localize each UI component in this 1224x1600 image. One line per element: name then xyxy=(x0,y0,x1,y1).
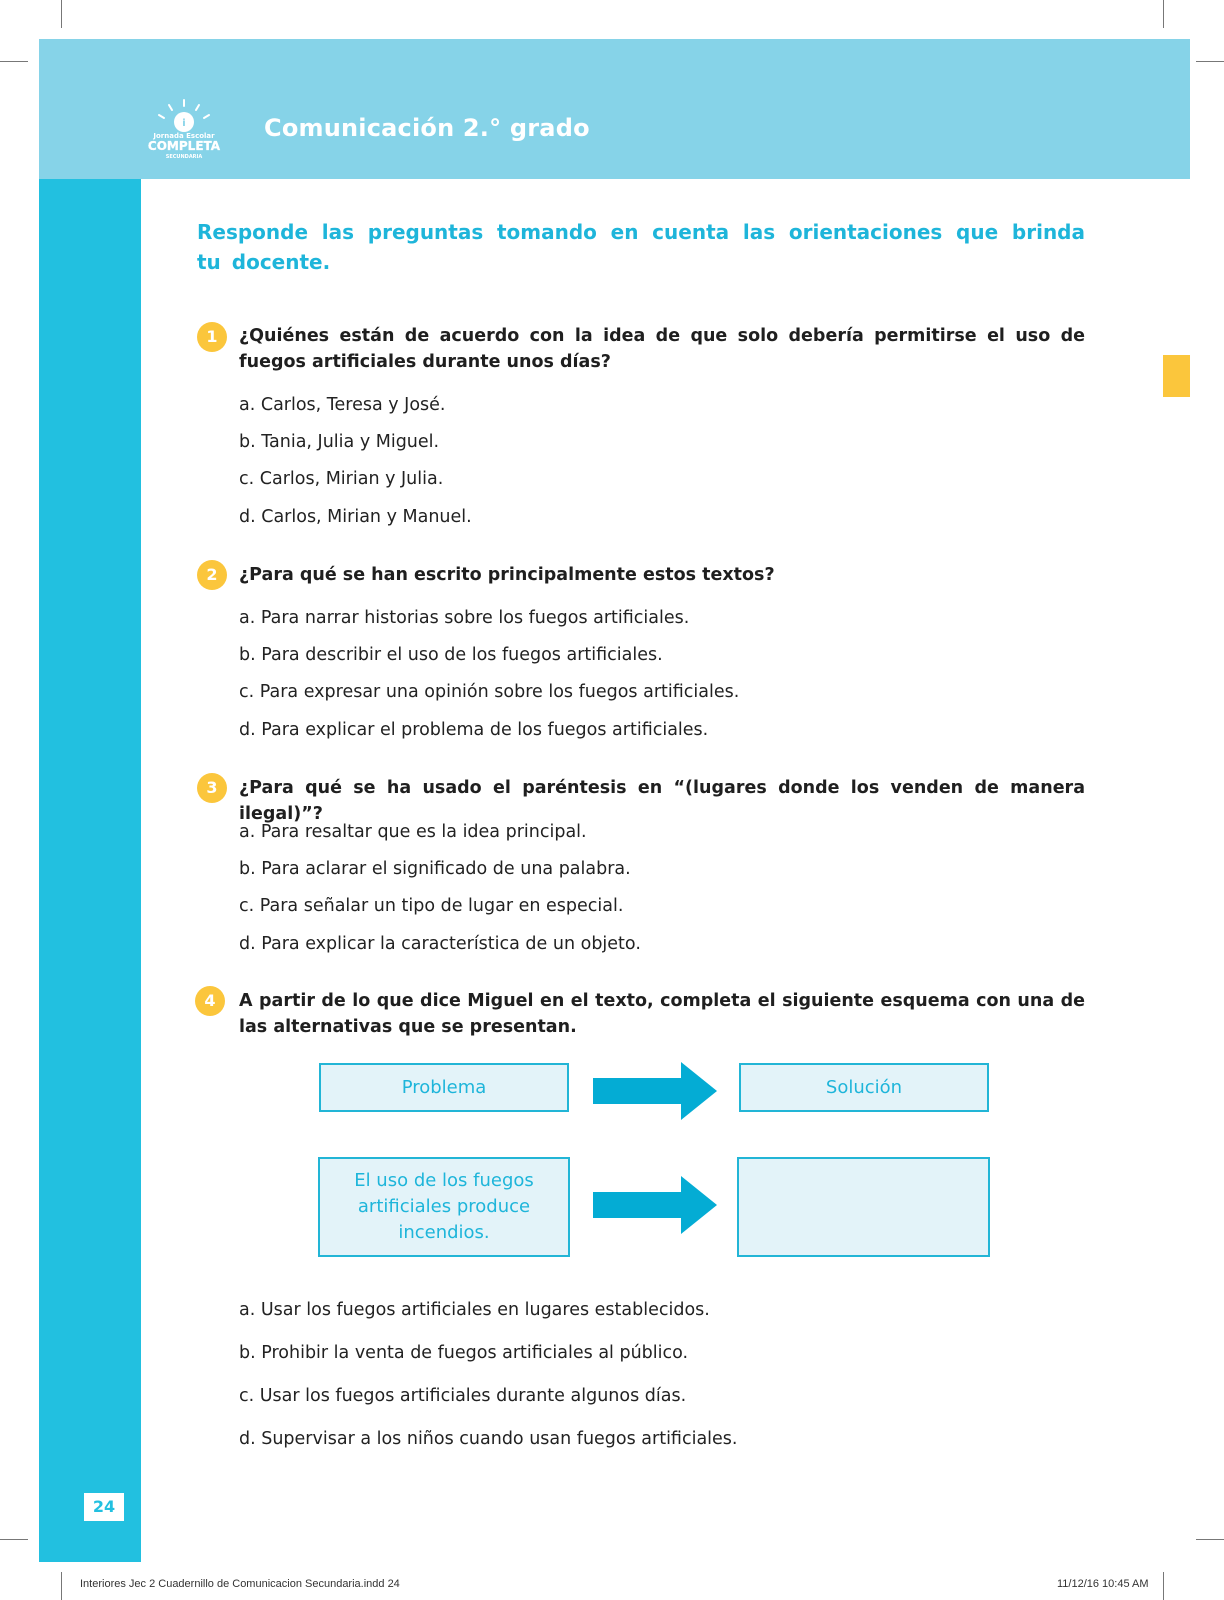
crop-mark xyxy=(1196,61,1224,62)
answer-option: a. Usar los fuegos artificiales en lugares establecidos. xyxy=(239,1300,710,1320)
crop-mark xyxy=(0,61,28,62)
question-number-badge: 2 xyxy=(197,560,227,590)
question-text: ¿Quiénes están de acuerdo con la idea de que solo debería permitirse el uso de fuegos artificiales durante unos días? xyxy=(239,326,1085,372)
crop-mark xyxy=(61,0,62,28)
solution-header-box xyxy=(739,1063,989,1112)
problem-text-line: incendios. xyxy=(398,1222,490,1243)
problem-text-line: El uso de los fuegos xyxy=(354,1170,534,1191)
question-text: ¿Para qué se han escrito principalmente estos textos? xyxy=(239,565,775,585)
svg-text:i: i xyxy=(182,118,186,129)
answer-option: b. Para describir el uso de los fuegos artificiales. xyxy=(239,645,663,665)
logo-text-top: Jornada Escolar xyxy=(153,132,215,140)
arrow-right-icon xyxy=(593,1060,719,1122)
side-bar xyxy=(39,179,141,1562)
crop-mark xyxy=(0,1539,28,1540)
question-number-badge: 4 xyxy=(195,986,225,1016)
logo-text-bottom: SECUNDARIA xyxy=(165,154,203,160)
problem-label: Problema xyxy=(401,1076,487,1098)
solution-answer-box[interactable] xyxy=(737,1157,990,1257)
answer-option: a. Para narrar historias sobre los fuegos artificiales. xyxy=(239,608,690,628)
answer-option: d. Para explicar el problema de los fuegos artificiales. xyxy=(239,720,709,740)
answer-option: d. Supervisar a los niños cuando usan fuegos artificiales. xyxy=(239,1429,738,1449)
answer-option: a. Carlos, Teresa y José. xyxy=(239,395,446,415)
answer-option: d. Carlos, Mirian y Manuel. xyxy=(239,507,472,527)
problem-text-line: artificiales produce xyxy=(357,1196,531,1217)
footer-datetime: 11/12/16 10:45 AM xyxy=(1057,1578,1149,1590)
instruction-heading: Responde las preguntas tomando en cuenta las orientaciones que brinda tu docente. xyxy=(197,220,1085,274)
answer-option: a. Para resaltar que es la idea principal. xyxy=(239,822,587,842)
logo xyxy=(143,98,225,160)
answer-option: b. Para aclarar el significado de una palabra. xyxy=(239,859,631,879)
answer-option: b. Prohibir la venta de fuegos artificiales al público. xyxy=(239,1343,689,1363)
answer-option: c. Carlos, Mirian y Julia. xyxy=(239,469,444,489)
question-text: A partir de lo que dice Miguel en el texto, completa el siguiente esquema con una de las alternativas que se presentan. xyxy=(239,991,1085,1037)
header-title: Comunicación 2.° grado xyxy=(264,114,590,142)
footer-filename: Interiores Jec 2 Cuadernillo de Comunicacion Secundaria.indd 24 xyxy=(80,1578,400,1590)
solution-label: Solución xyxy=(825,1076,903,1098)
answer-option: d. Para explicar la característica de un objeto. xyxy=(239,934,641,954)
question-number-badge: 3 xyxy=(197,773,227,803)
crop-mark xyxy=(1196,1539,1224,1540)
answer-option: c. Para señalar un tipo de lugar en especial. xyxy=(239,896,624,916)
logo-text-main: COMPLETA xyxy=(147,139,221,153)
side-tab xyxy=(1163,355,1190,397)
question-number-badge: 1 xyxy=(197,322,227,352)
answer-option: c. Para expresar una opinión sobre los fuegos artificiales. xyxy=(239,682,740,702)
answer-option: c. Usar los fuegos artificiales durante algunos días. xyxy=(239,1386,687,1406)
crop-mark xyxy=(1163,0,1164,28)
problem-text-box xyxy=(318,1157,570,1257)
problem-header-box xyxy=(319,1063,569,1112)
answer-option: b. Tania, Julia y Miguel. xyxy=(239,432,440,452)
crop-mark xyxy=(1163,1572,1164,1600)
page-number: 24 xyxy=(84,1493,124,1521)
question-text: ¿Para qué se ha usado el paréntesis en “(lugares donde los venden de manera ilegal)”? xyxy=(239,778,1085,824)
crop-mark xyxy=(61,1572,62,1600)
arrow-right-icon xyxy=(593,1174,719,1236)
